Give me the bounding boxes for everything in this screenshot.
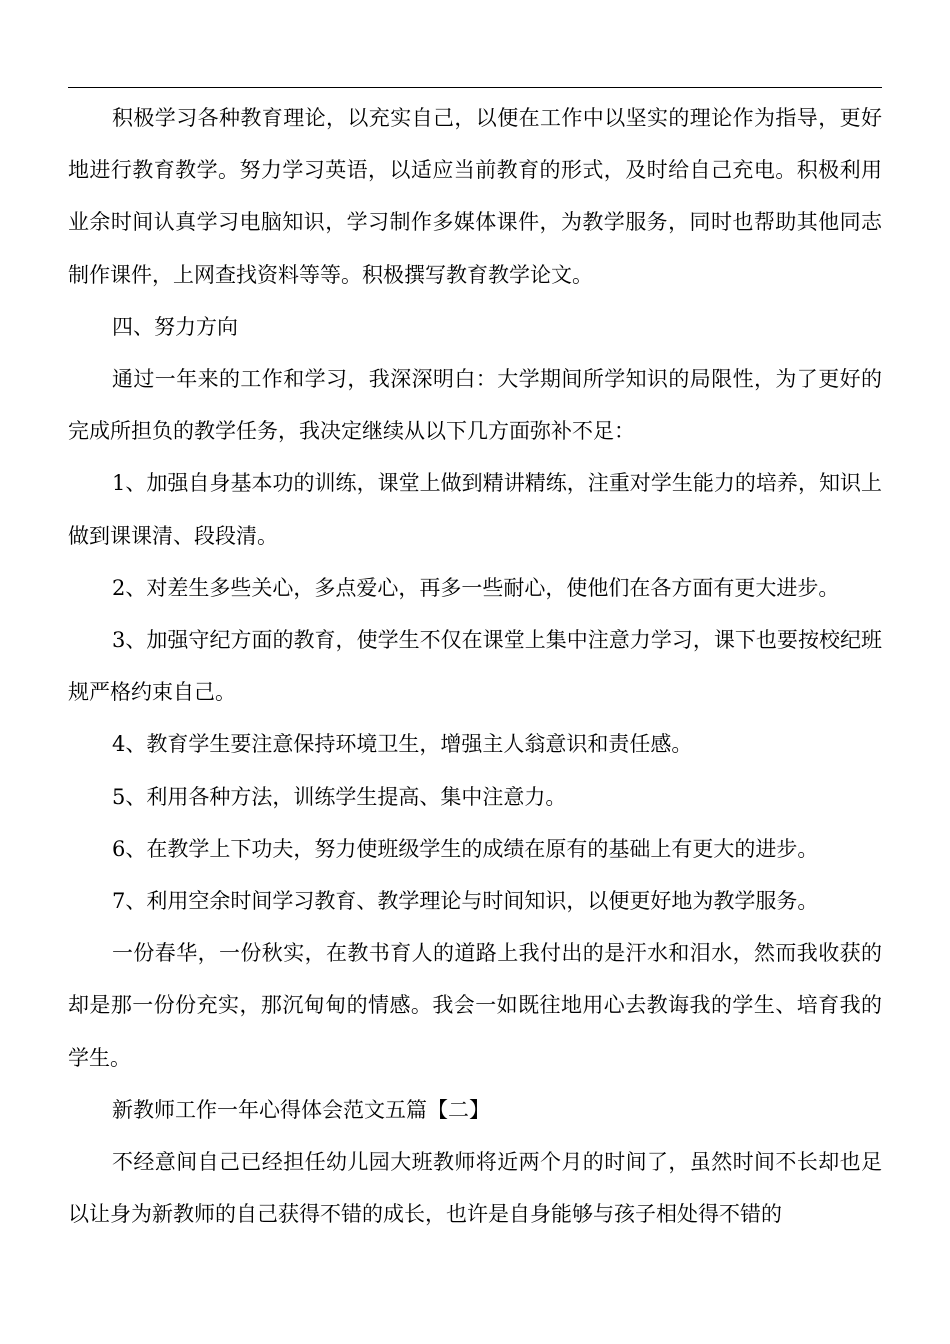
list-item-4: 4、教育学生要注意保持环境卫生，增强主人翁意识和责任感。 xyxy=(112,732,693,757)
paragraph-study-theory: 积极学习各种教育理论，以充实自己，以便在工作中以坚实的理论作为指导，更好地进行教育教学。努力学习英语，以适应当前教育的形式，及时给自己充电。积极利用业余时间认真学习电脑知识，学习制作多媒体课件，为教学服务，同时也帮助其他同志制作课件，上网查找资料等等。积极撰写教育教学论文。 xyxy=(68,106,882,287)
article-title-two: 新教师工作一年心得体会范文五篇【二】 xyxy=(112,1097,490,1122)
paragraph-reflection: 通过一年来的工作和学习，我深深明白：大学期间所学知识的局限性，为了更好的完成所担负的教学任务，我决定继续从以下几方面弥补不足： xyxy=(68,367,882,444)
section-heading-direction: 四、努力方向 xyxy=(112,314,238,339)
header-rule xyxy=(68,87,882,88)
list-item-7: 7、利用空余时间学习教育、教学理论与时间知识，以便更好地为教学服务。 xyxy=(112,889,819,914)
document-body xyxy=(68,92,882,1240)
list-item-2: 2、对差生多些关心，多点爱心，再多一些耐心，使他们在各方面有更大进步。 xyxy=(112,575,840,600)
paragraph-conclusion: 一份春华，一份秋实，在教书育人的道路上我付出的是汗水和泪水，然而我收获的却是那一份份充实，那沉甸甸的情感。我会一如既往地用心去教诲我的学生、培育我的学生。 xyxy=(68,941,882,1070)
list-item-1: 1、加强自身基本功的训练，课堂上做到精讲精练，注重对学生能力的培养，知识上做到课课清、段段清。 xyxy=(68,471,882,548)
list-item-3: 3、加强守纪方面的教育，使学生不仅在课堂上集中注意力学习，课下也要按校纪班规严格约束自己。 xyxy=(68,628,882,705)
list-item-6: 6、在教学上下功夫，努力使班级学生的成绩在原有的基础上有更大的进步。 xyxy=(112,836,819,861)
paragraph-kindergarten: 不经意间自己已经担任幼儿园大班教师将近两个月的时间了，虽然时间不长却也足以让身为新教师的自己获得不错的成长，也许是自身能够与孩子相处得不错的 xyxy=(68,1150,882,1227)
list-item-5: 5、利用各种方法，训练学生提高、集中注意力。 xyxy=(112,784,567,809)
